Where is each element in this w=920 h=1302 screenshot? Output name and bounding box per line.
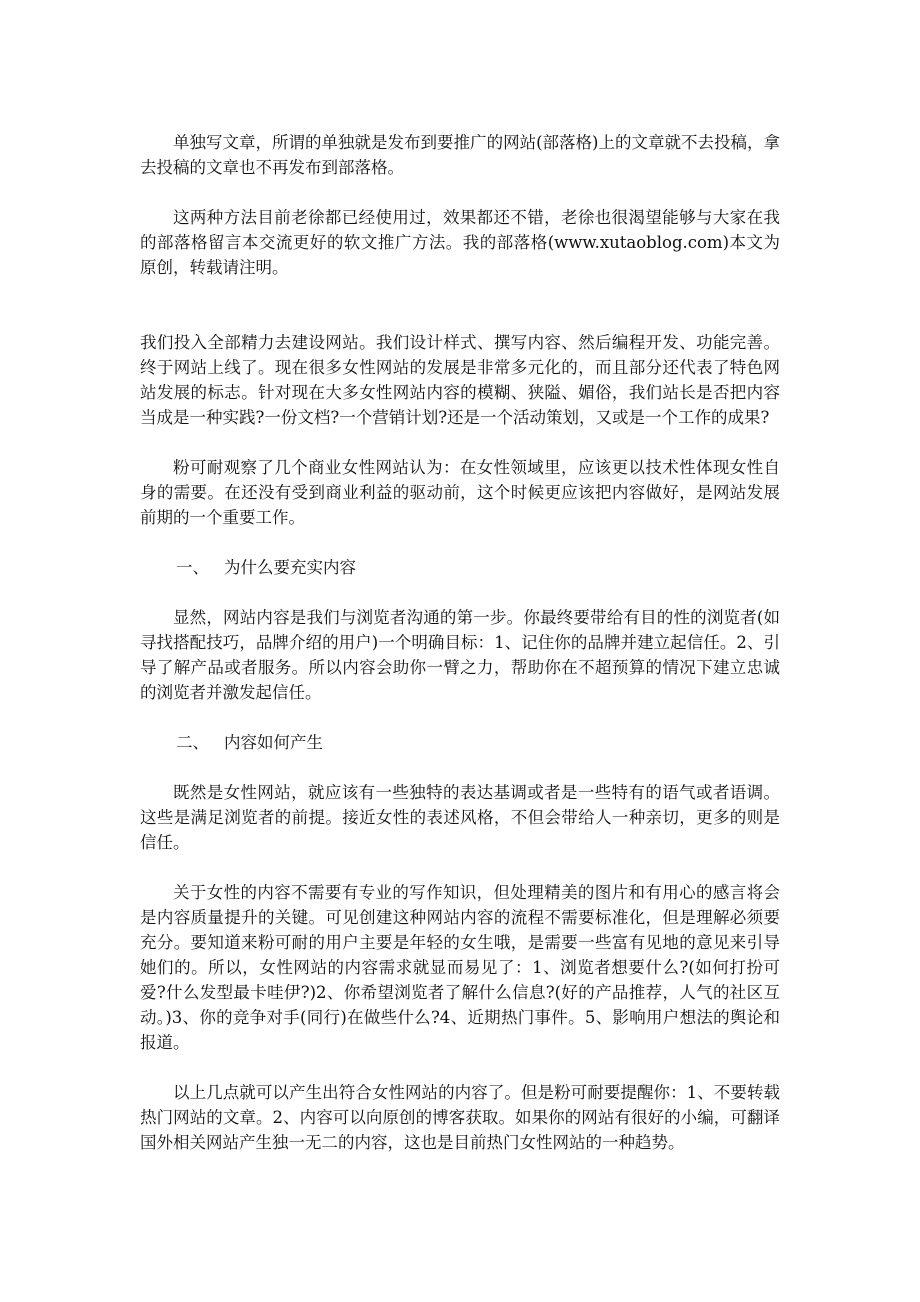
paragraph: 显然，网站内容是我们与浏览者沟通的第一步。你最终要带给有目的性的浏览者(如寻找搭配技巧，品牌介绍的用户)一个明确目标：1、记住你的品牌并建立起信任。2、引导了解产品或者服务。所以内容会助你一臂之力，帮助你在不超预算的情况下建立忠诚的浏览者并激发起信任。 — [140, 608, 780, 702]
paragraph: 单独写文章，所谓的单独就是发布到要推广的网站(部落格)上的文章就不去投稿，拿去投稿的文章也不再发布到部落格。 — [140, 133, 780, 177]
section-number: 二、 — [176, 733, 209, 752]
paragraph: 以上几点就可以产生出符合女性网站的内容了。但是粉可耐要提醒你：1、不要转载热门网站的文章。2、内容可以向原创的博客获取。如果你的网站有很好的小编，可翻译国外相关网站产生独一无二的内容，这也是目前热门女性网站的一种趋势。 — [140, 1083, 780, 1152]
paragraph: 这两种方法目前老徐都已经使用过，效果都还不错，老徐也很渴望能够与大家在我的部落格留言本交流更好的软文推广方法。我的部落格(www.xutaoblog.com)本文为原创，转载请注明。 — [140, 208, 780, 277]
section-title: 为什么要充实内容 — [224, 558, 356, 577]
section-number: 一、 — [176, 558, 209, 577]
paragraph: 关于女性的内容不需要有专业的写作知识，但处理精美的图片和有用心的感言将会是内容质量提升的关键。可见创建这种网站内容的流程不需要标准化，但是理解必须要充分。要知道来粉可耐的用户主要是年轻的女生哦，是需要一些富有见地的意见来引导她们的。所以，女性网站的内容需求就显而易见了：1、浏览者想要什么?(如何打扮可爱?什么发型最卡哇伊?)2、你希望浏览者了解什么信息?(好的产品推荐，人气的社区互动。)3、你的竞争对手(同行)在做些什么?4、近期热门事件。5、影响用户想法的舆论和报道。 — [140, 883, 780, 1052]
paragraph: 既然是女性网站，就应该有一些独特的表达基调或者是一些特有的语气或者语调。这些是满足浏览者的前提。接近女性的表述风格，不但会带给人一种亲切，更多的则是信任。 — [140, 783, 780, 852]
section-heading — [140, 555, 780, 580]
paragraph: 我们投入全部精力去建设网站。我们设计样式、撰写内容、然后编程开发、功能完善。终于网站上线了。现在很多女性网站的发展是非常多元化的，而且部分还代表了特色网站发展的标志。针对现在大多女性网站内容的模糊、狭隘、媚俗，我们站长是否把内容当成是一种实践?一份文档?一个营销计划?还是一个活动策划，又或是一个工作的成果? — [140, 333, 780, 427]
document-body — [140, 130, 780, 1155]
paragraph: 粉可耐观察了几个商业女性网站认为：在女性领域里，应该更以技术性体现女性自身的需要。在还没有受到商业利益的驱动前，这个时候更应该把内容做好，是网站发展前期的一个重要工作。 — [140, 458, 780, 527]
section-heading — [140, 730, 780, 755]
section-title: 内容如何产生 — [224, 733, 323, 752]
